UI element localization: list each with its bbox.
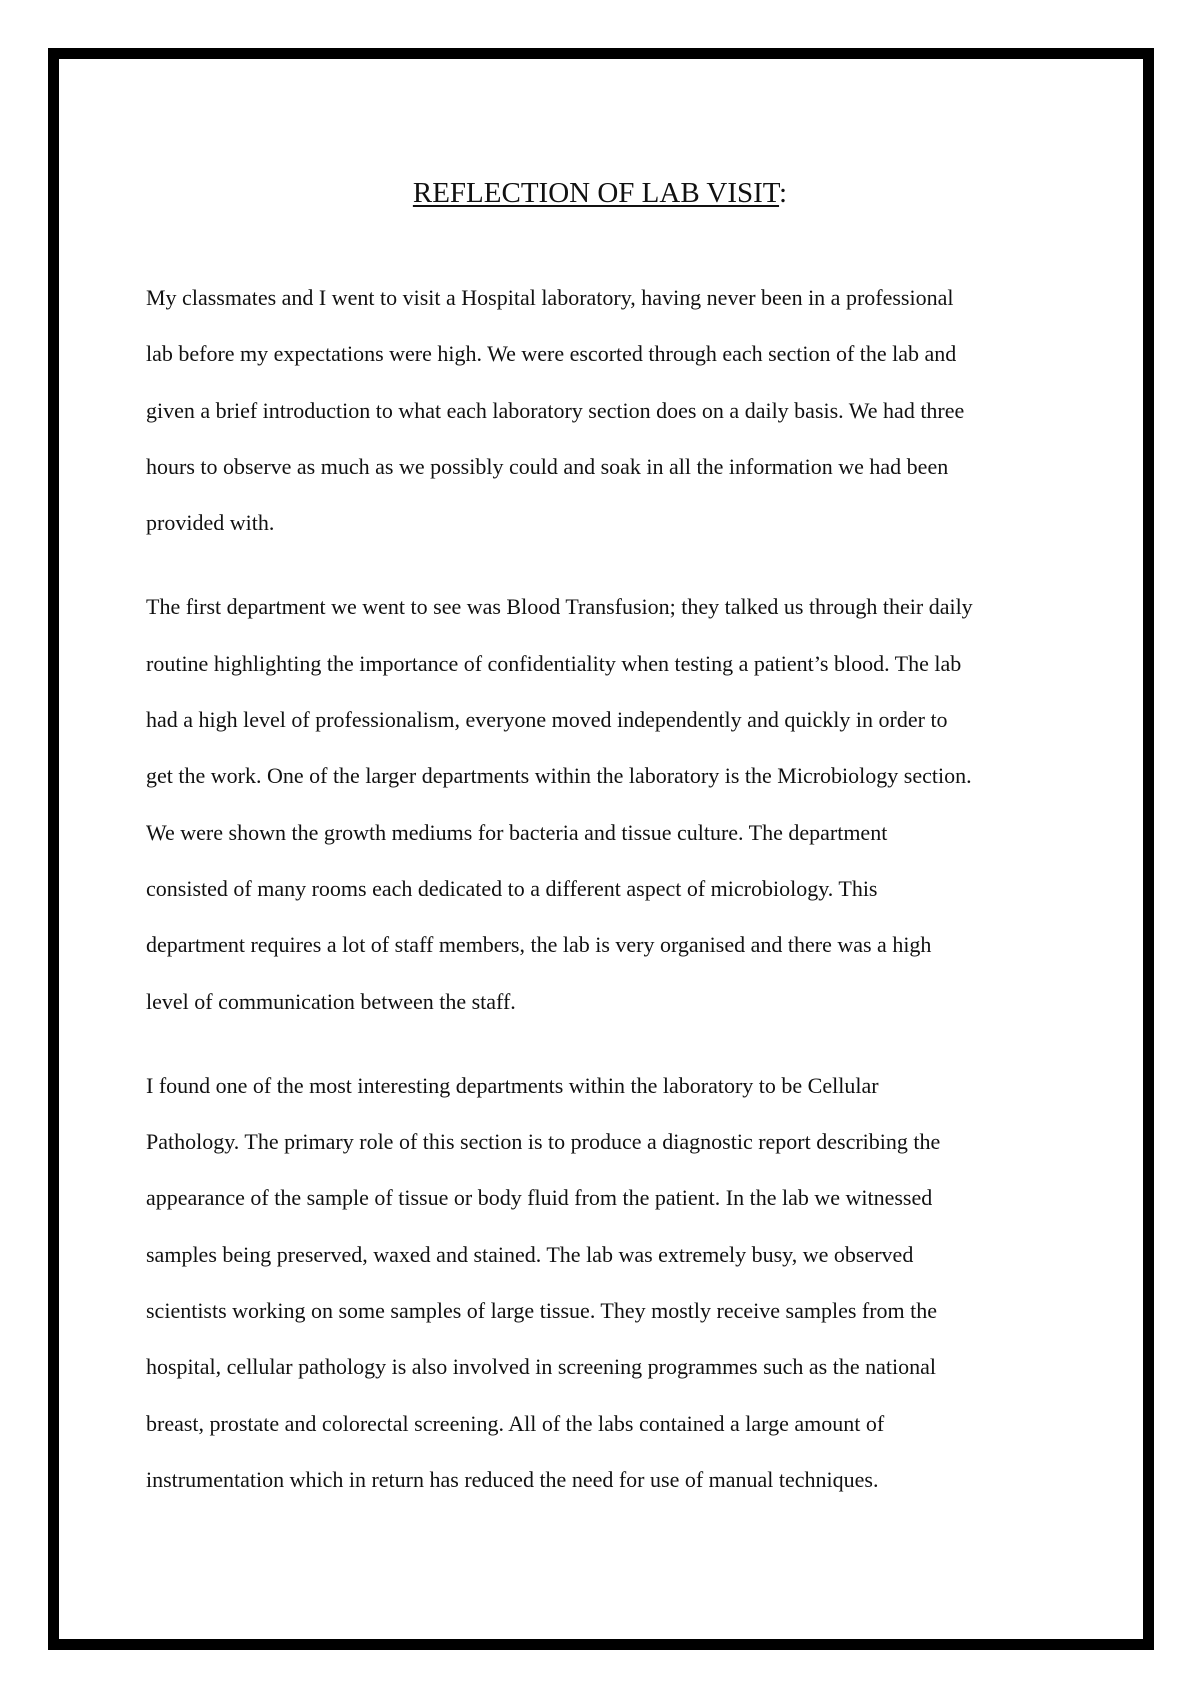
text-line: get the work. One of the larger departments within the laboratory is the Microbiology section. [146, 763, 972, 789]
text-line: My classmates and I went to visit a Hospital laboratory, having never been in a professional [146, 285, 954, 310]
text-line: lab before my expectations were high. We were escorted through each section of the lab and [146, 341, 957, 367]
text-line: routine highlighting the importance of confidentiality when testing a patient’s blood. The lab [146, 650, 962, 676]
text-line: I found one of the most interesting departments within the laboratory to be Cellular [146, 1072, 879, 1098]
text-line: We were shown the growth mediums for bacteria and tissue culture. The department [146, 819, 888, 845]
text-line: provided with. [146, 510, 275, 536]
text-line: instrumentation which in return has reduced the need for use of manual techniques. [146, 1466, 879, 1492]
text-line: consisted of many rooms each dedicated to a different aspect of microbiology. This [146, 875, 878, 901]
paragraph-2 [146, 579, 1071, 1029]
text-line: scientists working on some samples of large tissue. They mostly receive samples from the [146, 1298, 938, 1324]
text-line: Pathology. The primary role of this section is to produce a diagnostic report describing the [146, 1129, 941, 1155]
text-line: appearance of the sample of tissue or body fluid from the patient. In the lab we witnessed [146, 1185, 933, 1211]
text-line: had a high level of professionalism, everyone moved independently and quickly in order to [146, 707, 948, 733]
text-line: hospital, cellular pathology is also involved in screening programmes such as the national [146, 1354, 936, 1380]
text-line: hours to observe as much as we possibly could and soak in all the information we had been [146, 453, 949, 479]
page-title-suffix: : [779, 177, 788, 209]
text-line: samples being preserved, waxed and stained. The lab was extremely busy, we observed [146, 1241, 914, 1267]
text-line: given a brief introduction to what each laboratory section does on a daily basis. We had three [146, 397, 965, 423]
paragraph-3 [146, 1058, 1071, 1508]
page-title [0, 173, 1200, 213]
text-line: level of communication between the staff. [146, 988, 516, 1014]
page-title-text: REFLECTION OF LAB VISIT [412, 177, 780, 209]
text-line: The first department we went to see was Blood Transfusion; they talked us through their daily [146, 594, 973, 620]
text-line: department requires a lot of staff members, the lab is very organised and there was a high [146, 932, 932, 958]
document-body [146, 270, 1071, 1536]
paragraph-1 [146, 270, 1071, 551]
text-line: breast, prostate and colorectal screening. All of the labs contained a large amount of [146, 1410, 885, 1436]
